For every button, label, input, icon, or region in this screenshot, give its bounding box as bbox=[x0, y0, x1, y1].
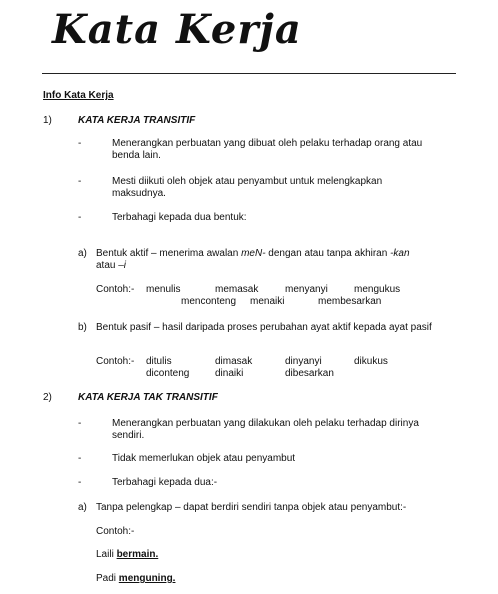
section1-b-example: dibesarkan bbox=[285, 368, 334, 379]
section1-a-example: memasak bbox=[215, 284, 259, 295]
section2-a-marker: a) bbox=[78, 502, 87, 513]
section2-a-contoh-label: Contoh:- bbox=[96, 526, 135, 537]
page-title: Kata Kerja bbox=[52, 6, 302, 53]
section1-title: KATA KERJA TRANSITIF bbox=[78, 115, 196, 126]
section1-a-example: menaiki bbox=[250, 296, 285, 307]
section1-b-example: dimasak bbox=[215, 356, 253, 367]
section1-bullet2: Mesti diikuti oleh objek atau penyambut untuk melengkapkan maksudnya. bbox=[112, 176, 383, 199]
section1-bullet1: Menerangkan perbuatan yang dibuat oleh pelaku terhadap orang atau benda lain. bbox=[112, 138, 423, 161]
section2-bullet1-dash: - bbox=[78, 418, 82, 429]
section1-bullet3: Terbahagi kepada dua bentuk: bbox=[112, 212, 247, 223]
section2-a-text: Tanpa pelengkap – dapat berdiri sendiri tanpa objek atau penyambut:- bbox=[96, 502, 407, 513]
section1-b-example: dikukus bbox=[354, 356, 388, 367]
section2-bullet1: Menerangkan perbuatan yang dilakukan oleh pelaku terhadap dirinya sendiri. bbox=[112, 418, 419, 441]
section2-title: KATA KERJA TAK TRANSITIF bbox=[78, 392, 218, 403]
section1-bullet2-dash: - bbox=[78, 176, 82, 187]
section1-number: 1) bbox=[43, 115, 52, 126]
section1-a-marker: a) bbox=[78, 248, 87, 259]
section2-bullet3-dash: - bbox=[78, 477, 82, 488]
section1-a-example: membesarkan bbox=[318, 296, 382, 307]
section1-a-text-line1: Bentuk aktif – menerima awalan meN- dengan atau tanpa akhiran -kan bbox=[96, 248, 410, 259]
section1-b-marker: b) bbox=[78, 322, 87, 333]
section1-a-example: menulis bbox=[146, 284, 181, 295]
section1-a-example: menyanyi bbox=[285, 284, 328, 295]
section1-bullet1-dash: - bbox=[78, 138, 82, 149]
section2-bullet2: Tidak memerlukan objek atau penyambut bbox=[112, 453, 296, 464]
section2-bullet2-dash: - bbox=[78, 453, 82, 464]
section2-bullet3: Terbahagi kepada dua:- bbox=[112, 477, 218, 488]
section1-a-example: mengukus bbox=[354, 284, 401, 295]
section1-bullet3-dash: - bbox=[78, 212, 82, 223]
section1-b-contoh-label: Contoh:- bbox=[96, 356, 135, 367]
section1-b-example: ditulis bbox=[146, 356, 172, 367]
section2-a-example2: Padi menguning. bbox=[96, 573, 176, 584]
section1-b-text: Bentuk pasif – hasil daripada proses perubahan ayat aktif kepada ayat pasif bbox=[96, 322, 432, 333]
section2-a-example1: Laili bermain. bbox=[96, 549, 159, 560]
section1-b-example: diconteng bbox=[146, 368, 190, 379]
section1-a-contoh-label: Contoh:- bbox=[96, 284, 135, 295]
info-heading: Info Kata Kerja bbox=[43, 90, 114, 101]
section1-a-example: menconteng bbox=[181, 296, 237, 307]
section1-b-example: dinaiki bbox=[215, 368, 244, 379]
section1-b-example: dinyanyi bbox=[285, 356, 322, 367]
title-underline-rule bbox=[42, 73, 456, 74]
section1-a-text-line2: atau –i bbox=[96, 260, 127, 271]
section2-number: 2) bbox=[43, 392, 52, 403]
